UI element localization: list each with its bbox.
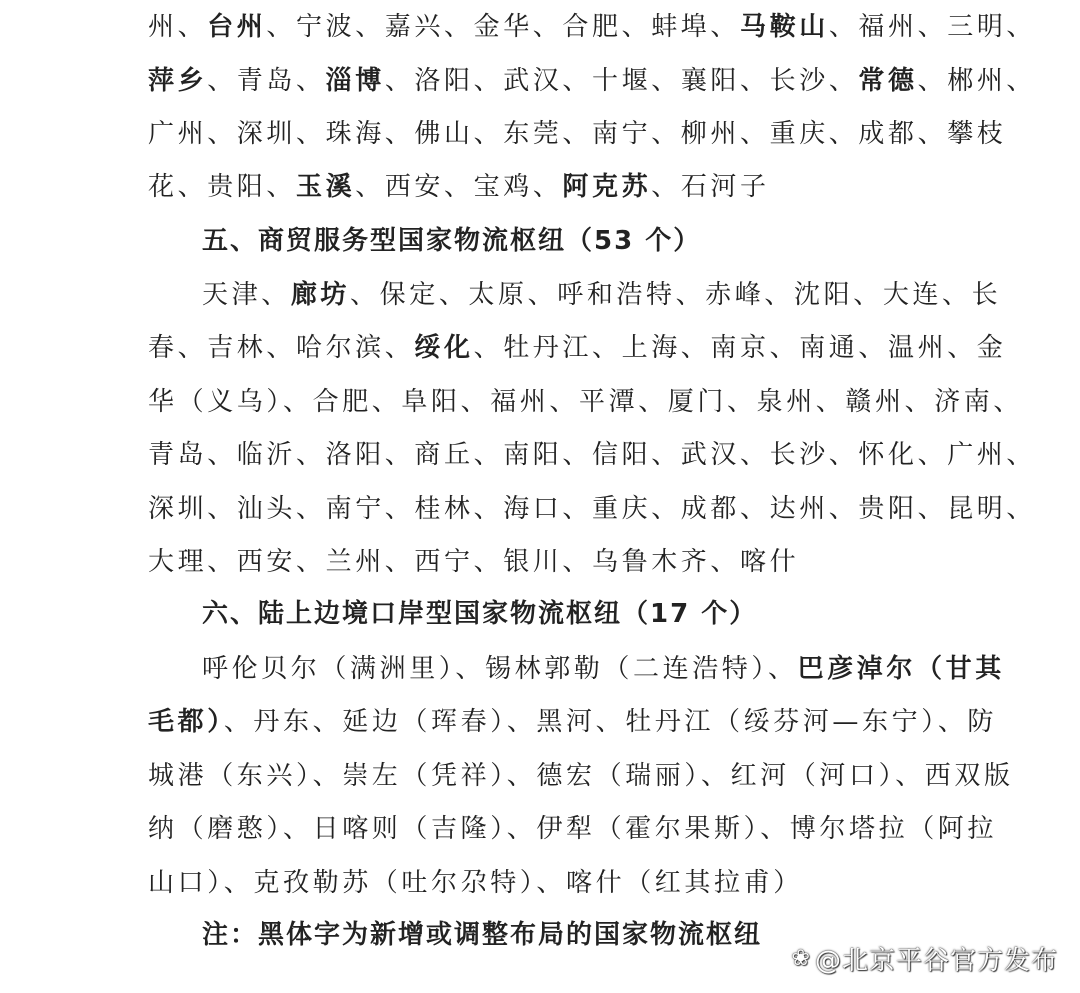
- text-segment: 、洛阳、武汉、十堰、襄阳、长沙、: [384, 66, 859, 96]
- text-segment: 、宁波、嘉兴、金华、合肥、蚌埠、: [266, 12, 741, 42]
- text-line: [202, 278, 1002, 312]
- text-segment: 深圳、汕头、南宁、桂林、海口、重庆、成都、达州、贵阳、昆明、: [148, 494, 1037, 524]
- text-segment: 、郴州、: [917, 66, 1037, 96]
- bold-place-name: 淄博: [325, 66, 385, 96]
- section-heading-commerce: 五、商贸服务型国家物流枢纽（53 个）: [202, 226, 702, 256]
- text-segment: 大理、西安、兰州、西宁、银川、乌鲁木齐、喀什: [148, 547, 800, 577]
- paw-icon: ❀: [791, 946, 811, 971]
- text-segment: 、西安、宝鸡、: [355, 172, 563, 202]
- text-segment: 春、吉林、哈尔滨、: [148, 333, 415, 363]
- bold-place-name: 廊坊: [290, 280, 351, 310]
- watermark-text: @北京平谷官方发布: [814, 946, 1058, 976]
- bold-place-name: 毛都）: [148, 707, 224, 737]
- bold-place-name: 马鞍山: [740, 12, 829, 42]
- bold-place-name: 常德: [858, 66, 918, 96]
- text-line: [148, 492, 1037, 526]
- note-text: 注：黑体字为新增或调整布局的国家物流枢纽: [202, 920, 763, 950]
- bold-place-name: 萍乡: [148, 66, 208, 96]
- text-line: [148, 331, 1007, 365]
- text-segment: 青岛、临沂、洛阳、商丘、南阳、信阳、武汉、长沙、怀化、广州、: [148, 440, 1037, 470]
- bold-place-name: 巴彦淖尔（甘其: [797, 654, 1005, 684]
- text-line: [148, 545, 948, 579]
- text-line: [148, 117, 1007, 151]
- text-segment: 天津、: [202, 280, 291, 310]
- text-segment: 山口）、克孜勒苏（吐尔尕特）、喀什（红其拉甫）: [148, 868, 803, 898]
- text-segment: 呼伦贝尔（满洲里）、锡林郭勒（二连浩特）、: [202, 654, 798, 684]
- text-line: [148, 10, 1037, 44]
- text-line: [148, 812, 998, 846]
- bold-place-name: 阿克苏: [562, 172, 652, 202]
- bold-place-name: 台州: [207, 12, 267, 42]
- text-segment: 、丹东、延边（珲春）、黑河、牡丹江（绥芬河—东宁）、防: [223, 707, 998, 737]
- bold-place-name: 绥化: [414, 333, 474, 363]
- section-heading-border-port: 六、陆上边境口岸型国家物流枢纽（17 个）: [202, 599, 758, 629]
- text-segment: 广州、深圳、珠海、佛山、东莞、南宁、柳州、重庆、成都、攀枝: [148, 119, 1007, 149]
- text-segment: 华（义乌）、合肥、阜阳、福州、平潭、厦门、泉州、赣州、济南、: [148, 387, 1024, 417]
- text-line: [148, 170, 948, 204]
- text-segment: 州、: [148, 12, 208, 42]
- text-line: [148, 759, 1014, 793]
- text-segment: 、石河子: [651, 172, 770, 202]
- text-segment: 纳（磨憨）、日喀则（吉隆）、伊犁（霍尔果斯）、博尔塔拉（阿拉: [148, 814, 998, 844]
- text-segment: 、保定、太原、呼和浩特、赤峰、沈阳、大连、长: [350, 280, 1002, 310]
- text-line: [202, 652, 1005, 686]
- text-line: [148, 64, 1037, 98]
- text-line: [148, 385, 1024, 419]
- watermark: [792, 940, 1058, 977]
- text-segment: 城港（东兴）、崇左（凭祥）、德宏（瑞丽）、红河（河口）、西双版: [148, 761, 1014, 791]
- text-segment: 、青岛、: [207, 66, 326, 96]
- text-segment: 、牡丹江、上海、南京、南通、温州、金: [473, 333, 1007, 363]
- bold-place-name: 玉溪: [296, 172, 356, 202]
- text-line: [148, 866, 948, 900]
- text-segment: 、福州、三明、: [828, 12, 1037, 42]
- text-line: [148, 705, 998, 739]
- text-line: [148, 438, 1037, 472]
- text-segment: 花、贵阳、: [148, 172, 297, 202]
